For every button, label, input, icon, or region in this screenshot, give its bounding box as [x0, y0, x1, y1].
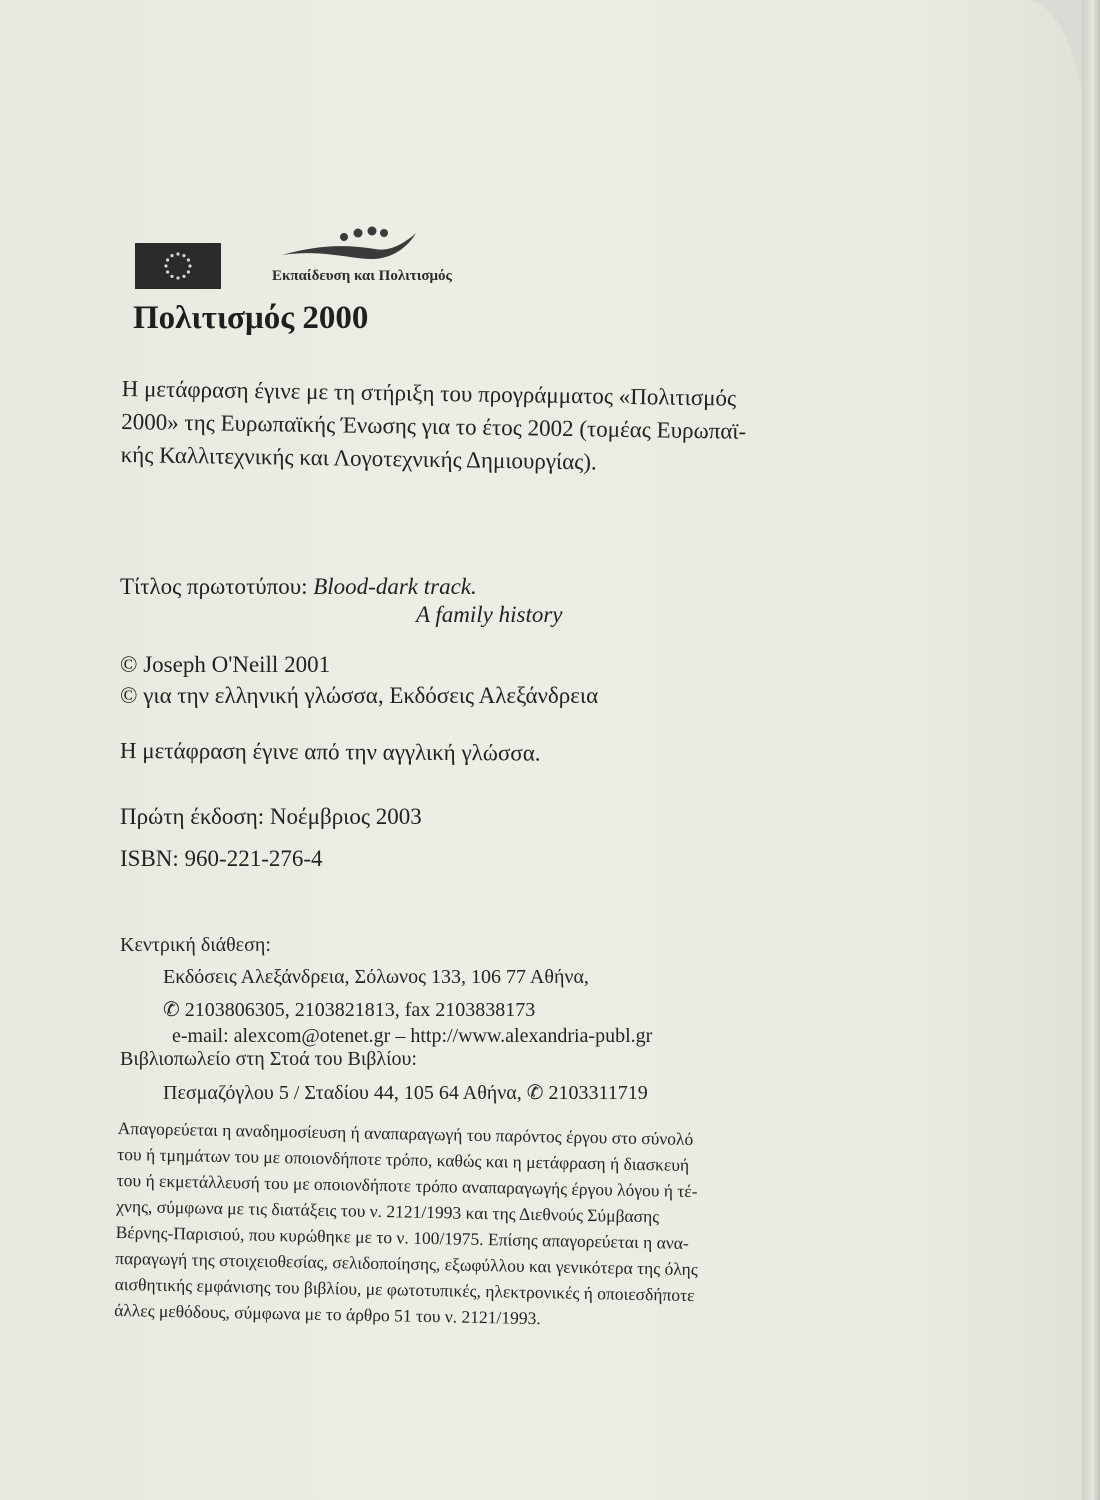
- first-edition: Πρώτη έκδοση: Νοέμβριος 2003: [120, 804, 422, 829]
- distribution-phones: ✆ 2103806305, 2103821813, fax 2103838173: [163, 999, 536, 1021]
- original-title-subtitle: A family history: [416, 602, 563, 627]
- isbn: ISBN: 960-221-276-4: [120, 846, 323, 871]
- legal-line: χνης, σύμφωνα με τις διατάξεις του ν. 2121/1993 και της Διεθνούς Σύμβασης: [116, 1195, 660, 1227]
- copyright-greek: © για την ελληνική γλώσσα, Εκδόσεις Αλεξάνδρεια: [120, 683, 599, 708]
- bookstore-heading: Βιβλιοπωλείο στη Στοά του Βιβλίου:: [120, 1048, 417, 1070]
- page-edge: [1082, 0, 1100, 1500]
- support-line: 2000» της Ευρωπαϊκής Ένωσης για το έτος 2002 (τομέας Ευρωπαϊ-: [121, 408, 747, 444]
- legal-line: του ή τμημάτων του με οποιονδήποτε τρόπο, καθώς και η μετάφραση ή διασκευή: [117, 1143, 690, 1175]
- legal-notice: [114, 1115, 1058, 1341]
- legal-line: Απαγορεύεται η αναδημοσίευση ή αναπαραγωγή του παρόντος έργου στο σύνολό: [117, 1117, 694, 1150]
- page-title: Πολιτισμός 2000: [133, 300, 369, 336]
- eu-flag-icon: [135, 243, 221, 289]
- distribution-address: Εκδόσεις Αλεξάνδρεια, Σόλωνος 133, 106 77 Αθήνα,: [163, 966, 589, 988]
- original-title-value: Blood-dark track.: [313, 574, 477, 599]
- legal-line: άλλες μεθόδους, σύμφωνα με το άρθρο 51 του ν. 2121/1993.: [114, 1299, 541, 1329]
- copyright-author: © Joseph O'Neill 2001: [120, 652, 331, 677]
- bookstore-address: Πεσμαζόγλου 5 / Σταδίου 44, 105 64 Αθήνα, ✆ 2103311719: [163, 1082, 648, 1104]
- legal-line: Βέρνης-Παρισιού, που κυρώθηκε με το ν. 100/1975. Επίσης απαγορεύεται η ανα-: [115, 1221, 689, 1253]
- legal-line: του ή εκμετάλλευσή του με οποιονδήποτε τρόπο αναπαραγωγής έργου λόγου ή τέ-: [116, 1169, 698, 1202]
- original-title-label: Τίτλος πρωτοτύπου:: [120, 574, 308, 599]
- distribution-web: e-mail: alexcom@otenet.gr – http://www.alexandria-publ.gr: [172, 1025, 653, 1047]
- dancing-figures-logo-icon: [280, 225, 420, 274]
- distribution-heading: Κεντρική διάθεση:: [120, 934, 271, 956]
- original-title-line: [120, 574, 477, 600]
- support-line: κής Καλλιτεχνικής και Λογοτεχνικής Δημιουργίας).: [120, 441, 597, 475]
- legal-line: αισθητικής εμφάνισης του βιβλίου, με φωτοτυπικές, ηλεκτρονικές ή οποιεσδήποτε: [114, 1273, 695, 1306]
- support-paragraph: [120, 372, 1061, 486]
- legal-line: παραγωγή της στοιχειοθεσίας, σελιδοποίησης, εξωφύλλου και γενικότερα της όλης: [115, 1247, 698, 1280]
- logo-caption: Εκπαίδευση και Πολιτισμός: [272, 268, 452, 284]
- translation-note: Η μετάφραση έγινε από την αγγλική γλώσσα.: [119, 738, 541, 766]
- support-line: Η μετάφραση έγινε με τη στήριξη του προγράμματος «Πολιτισμός: [121, 375, 737, 411]
